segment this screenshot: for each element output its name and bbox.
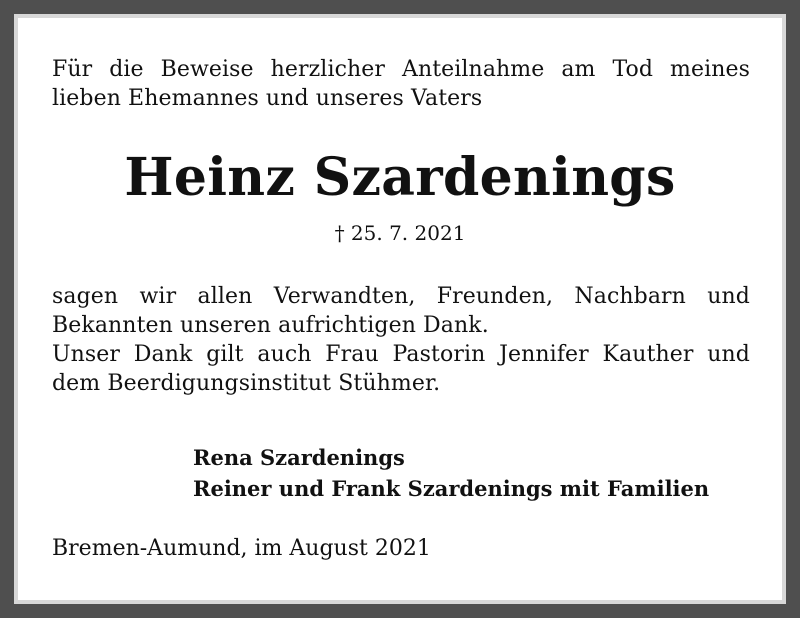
intro-line-2: lieben Ehemannes und unseres Vaters: [52, 86, 483, 111]
thanks-text: [52, 282, 750, 398]
signers-block: [193, 442, 793, 504]
deceased-name: Heinz Szardenings: [124, 147, 676, 208]
thanks-line-4: dem Beerdigungsinstitut Stühmer.: [52, 371, 441, 396]
signer-1: Rena Szardenings: [193, 445, 405, 470]
intro-line-1: Für die Beweise herzlicher Anteilnahme am Tod meines: [52, 57, 750, 82]
intro-text: [52, 55, 750, 113]
thanks-line-1: sagen wir allen Verwandten, Freunden, Nachbarn und: [52, 284, 750, 309]
thanks-line-3: Unser Dank gilt auch Frau Pastorin Jennifer Kauther und: [52, 342, 750, 367]
signer-2: Reiner und Frank Szardenings mit Familien: [193, 476, 710, 501]
death-date: † 25. 7. 2021: [334, 221, 466, 245]
place-date-line: Bremen-Aumund, im August 2021: [52, 536, 431, 561]
thanks-line-2: Bekannten unseren aufrichtigen Dank.: [52, 313, 489, 338]
